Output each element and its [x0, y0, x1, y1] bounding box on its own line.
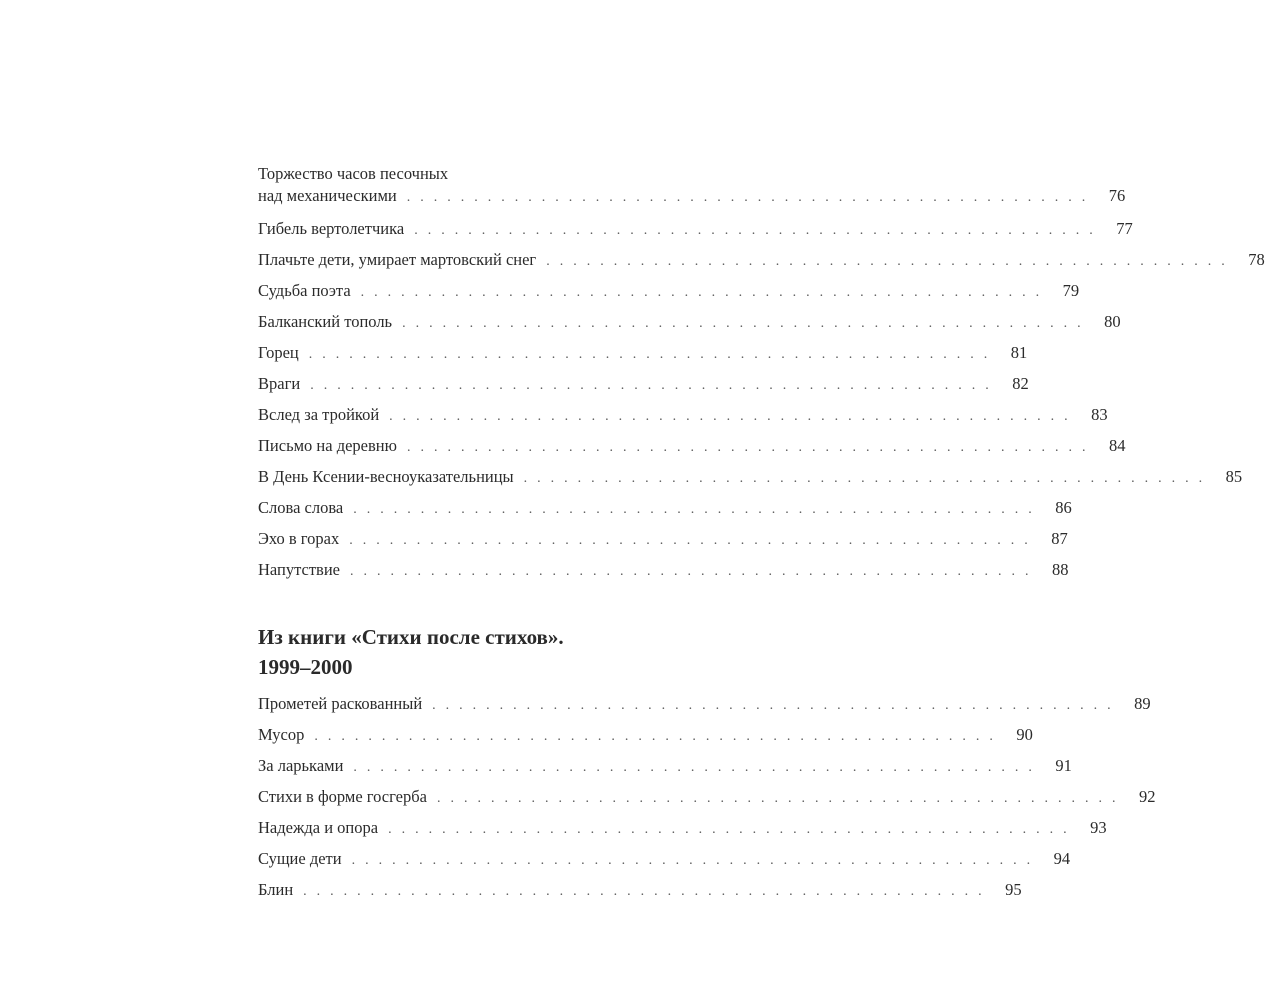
entry-title-line-2: над механическими — [258, 186, 397, 205]
entry-page-number: 93 — [1090, 818, 1107, 837]
entry-page-number: 94 — [1053, 849, 1071, 868]
entry-page-number: 77 — [1116, 219, 1133, 238]
entry-title: Напутствие — [258, 560, 340, 579]
toc-entry — [258, 163, 1126, 213]
entry-page-number: 85 — [1225, 467, 1243, 486]
toc-entry — [258, 399, 1108, 430]
entry-title: Прометей раскованный — [258, 694, 423, 713]
entry-page-number: 80 — [1104, 312, 1121, 331]
entry-page-number: 90 — [1016, 725, 1033, 744]
dot-leader: ................................................... — [432, 698, 1121, 713]
dot-leader: ................................................... — [349, 533, 1038, 548]
toc-entry — [258, 337, 1028, 368]
dot-leader: ................................................... — [353, 502, 1042, 517]
dot-leader: ................................................... — [353, 760, 1042, 775]
entry-title: Письмо на деревню — [258, 436, 397, 455]
entry-page-number: 81 — [1010, 343, 1028, 362]
toc-entry — [258, 244, 1265, 275]
dot-leader: ................................................... — [546, 254, 1235, 269]
section-heading-line-2: 1999–2000 — [258, 655, 353, 679]
entry-title: Вслед за тройкой — [258, 405, 380, 424]
entry-page-number: 87 — [1051, 529, 1068, 548]
entry-page-number: 92 — [1138, 787, 1156, 806]
dot-leader: ................................................... — [406, 440, 1096, 455]
entry-page-number: 83 — [1091, 405, 1108, 424]
toc-entry — [258, 275, 1080, 306]
section-heading-line-1: Из книги «Стихи после стихов». — [258, 625, 564, 649]
dot-leader: ................................................... — [406, 190, 1096, 205]
entry-title: Мусор — [258, 725, 305, 744]
entry-title: В День Ксении-весноуказательницы — [258, 467, 514, 486]
entry-title: Сущие дети — [258, 849, 342, 868]
toc-entry — [258, 812, 1107, 843]
entry-page-number: 84 — [1108, 436, 1126, 455]
entry-page-number: 82 — [1012, 374, 1029, 393]
dot-leader: ................................................... — [389, 409, 1078, 424]
dot-leader: ................................................... — [314, 729, 1003, 744]
toc-entry — [258, 430, 1126, 461]
entry-page-number: 89 — [1134, 694, 1151, 713]
dot-leader: ................................................... — [523, 471, 1213, 486]
entry-title: Враги — [258, 374, 301, 393]
toc-entry — [258, 843, 1071, 874]
toc-section-2 — [258, 688, 1156, 905]
entry-title: За ларьками — [258, 756, 344, 775]
dot-leader: ................................................... — [351, 853, 1041, 868]
entry-title: Слова слова — [258, 498, 344, 517]
entry-title: Блин — [258, 880, 294, 899]
dot-leader: ................................................... — [310, 378, 999, 393]
toc-entry — [258, 688, 1151, 719]
dot-leader: ................................................... — [308, 347, 998, 362]
toc-entry — [258, 213, 1133, 244]
entry-page-number: 78 — [1248, 250, 1265, 269]
dot-leader: ................................................... — [350, 564, 1039, 579]
toc-entry — [258, 781, 1156, 812]
toc-entry — [258, 492, 1072, 523]
toc-entry — [258, 750, 1072, 781]
entry-page-number: 76 — [1108, 186, 1126, 205]
entry-title: Балканский тополь — [258, 312, 393, 331]
toc-entry — [258, 368, 1029, 399]
entry-page-number: 95 — [1005, 880, 1022, 899]
toc-entry — [258, 523, 1068, 554]
entry-page-number: 86 — [1055, 498, 1072, 517]
toc-entry — [258, 461, 1243, 492]
entry-title: Стихи в форме госгерба — [258, 787, 427, 806]
entry-title-line-1: Торжество часов песочных — [258, 164, 449, 183]
dot-leader: ................................................... — [436, 791, 1126, 806]
dot-leader: ................................................... — [388, 822, 1077, 837]
entry-title: Надежда и опора — [258, 818, 379, 837]
dot-leader: ................................................... — [402, 316, 1091, 331]
toc-entry — [258, 874, 1022, 905]
entry-title: Гибель вертолетчика — [258, 219, 405, 238]
dot-leader: ................................................... — [303, 884, 992, 899]
entry-page-number: 79 — [1062, 281, 1080, 300]
entry-title: Плачьте дети, умирает мартовский снег — [258, 250, 537, 269]
dot-leader: ................................................... — [414, 223, 1103, 238]
entry-page-number: 91 — [1055, 756, 1072, 775]
toc-entry — [258, 719, 1033, 750]
section-heading — [258, 622, 738, 682]
toc-entry — [258, 306, 1121, 337]
entry-title: Судьба поэта — [258, 281, 351, 300]
entry-title: Эхо в горах — [258, 529, 340, 548]
dot-leader: ................................................... — [360, 285, 1050, 300]
toc-entry — [258, 554, 1069, 585]
toc-section-1 — [258, 163, 1265, 585]
entry-page-number: 88 — [1052, 560, 1069, 579]
entry-title: Горец — [258, 343, 299, 362]
